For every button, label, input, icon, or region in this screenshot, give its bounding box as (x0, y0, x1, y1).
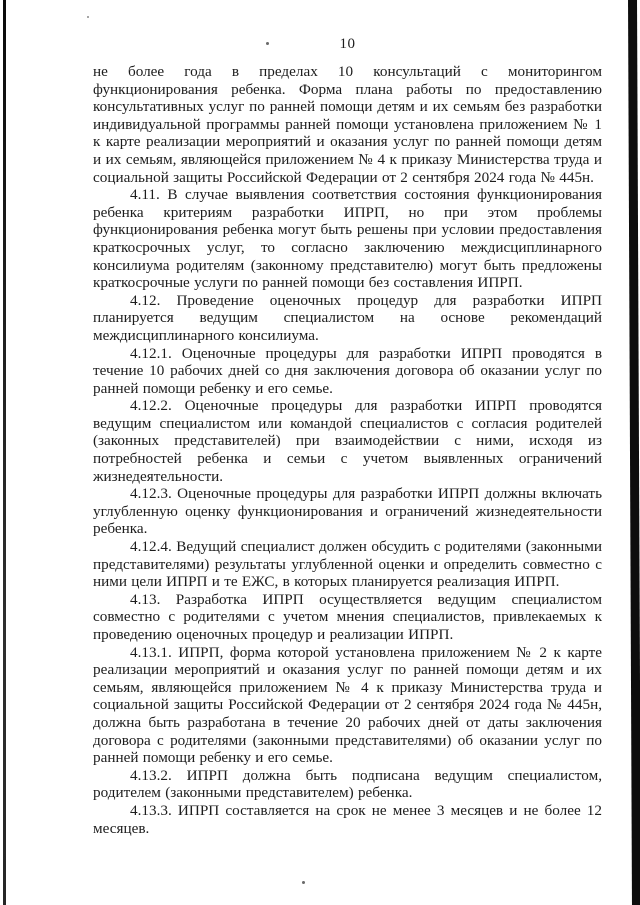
paragraph-4-11: 4.11. В случае выявления соответствия состояния функционирования ребенка критериям разработки ИПРП, но при этом проблемы функционирования ребенка могут быть решены при условии предоставления краткосрочных услуг, то согласно заключению междисциплинарного консилиума родителям (законному представителю) могут быть предложены краткосрочные услуги по ранней помощи без составления ИПРП. (93, 186, 602, 292)
paragraph-4-12: 4.12. Проведение оценочных процедур для разработки ИПРП планируется ведущим специалистом на основе рекомендаций междисциплинарного консилиума. (93, 291, 602, 344)
paragraph-continuation: не более года в пределах 10 консультаций с мониторингом функционирования ребенка. Форма плана работы по предоставлению консультативных услуг по ранней помощи детям и их семьям без разработки индивидуальной программы ранней помощи установлена приложением № 1 к карте реализации мероприятий и оказания услуг по ранней помощи детям и их семьям, являющейся приложением № 4 к приказу Министерства труда и социальной защиты Российской Федерации от 2 сентября 2024 года № 445н. (93, 63, 602, 186)
paragraph-4-13-3: 4.13.3. ИПРП составляется на срок не менее 3 месяцев и не более 12 месяцев. (93, 801, 602, 837)
page-content (93, 36, 602, 837)
paragraph-4-13-2: 4.13.2. ИПРП должна быть подписана ведущим специалистом, родителем (законными представителем) ребенка. (93, 766, 602, 802)
scan-edge-right (628, 0, 640, 905)
page-number: 10 (339, 36, 356, 52)
paragraph-4-12-4: 4.12.4. Ведущий специалист должен обсудить с родителями (законными представителями) результаты углубленной оценки и определить совместно с ними цели ИПРП и те ЕЖС, в которых планируется реализация ИПРП. (93, 538, 602, 591)
paragraph-4-13-1: 4.13.1. ИПРП, форма которой установлена приложением № 2 к карте реализации мероприятий и оказания услуг по ранней помощи детям и их семьям, являющейся приложением № 4 к приказу Министерства труда и социальной защиты Российской Федерации от 2 сентября 2024 года № 445н, должна быть разработана в течение 20 рабочих дней от даты заключения договора с родителями (законными представителями) об оказании услуг по ранней помощи ребенку и его семье. (93, 643, 602, 767)
scan-speck (302, 881, 305, 884)
scan-edge-left (3, 0, 6, 905)
paragraph-4-12-2: 4.12.2. Оценочные процедуры для разработки ИПРП проводятся ведущим специалистом или командой специалистов с согласия родителей (законных представителей) при взаимодействии с ними, исходя из потребностей ребенка и семьи с учетом выявленных ограничений жизнедеятельности. (93, 397, 602, 485)
paragraph-4-13: 4.13. Разработка ИПРП осуществляется ведущим специалистом совместно с родителями с учетом мнения специалистов, привлекаемых к проведению оценочных процедур и реализации ИПРП. (93, 590, 602, 643)
paragraph-4-12-3: 4.12.3. Оценочные процедуры для разработки ИПРП должны включать углубленную оценку функционирования и ограничений жизнедеятельности ребенка. (93, 485, 602, 538)
paragraph-4-12-1: 4.12.1. Оценочные процедуры для разработки ИПРП проводятся в течение 10 рабочих дней со дня заключения договора об оказании услуг по ранней помощи ребенку и его семье. (93, 344, 602, 397)
scan-speck (87, 16, 89, 18)
